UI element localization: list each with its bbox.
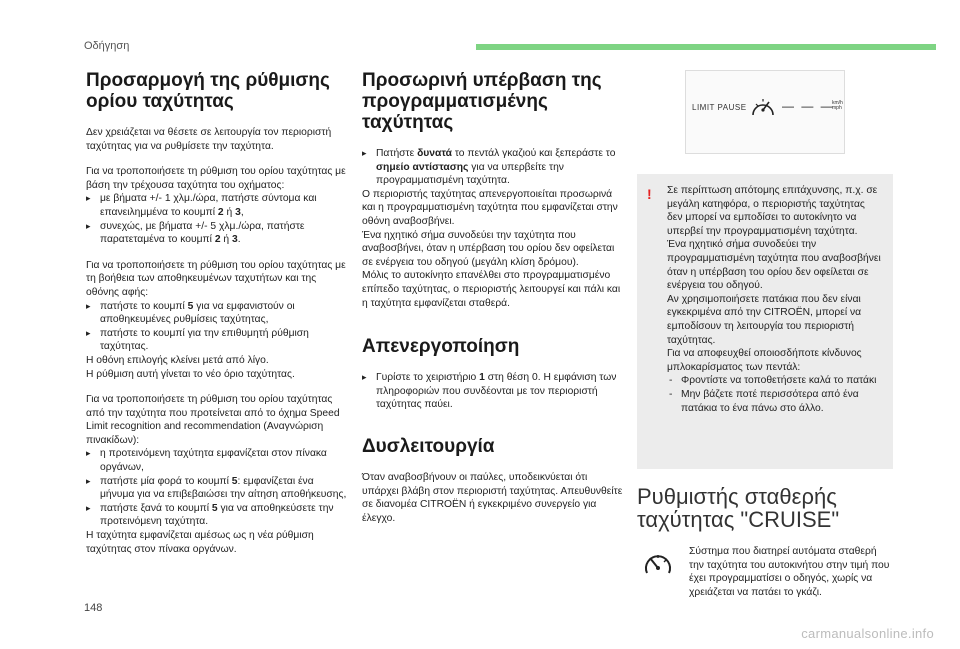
cruise-description: Σύστημα που διατηρεί αυτόματα σταθερή την ταχύτητα του αυτοκινήτου στην τιμή που έχει προγραμματίσει ο οδηγός, χωρίς να χρειάζεται να πατάει το γκάζι. [689,546,890,598]
column-adjust-limit [86,70,350,556]
adjust-limit-title-line2: ορίου ταχύτητας [86,91,234,112]
block1-intro: Για να τροποποιήσετε τη ρύθμιση του ορίου ταχύτητας με βάση την τρέχουσα ταχύτητα του οχήματος: [86,166,346,191]
override-bullet: ▸ Πατήστε δυνατά το πεντάλ γκαζιού και ξεπεράστε το σημείο αντίστασης για να υπερβείτε την προγραμματισμένη ταχύτητα. [362,147,624,188]
override-title [362,70,624,133]
block3-outcome: Η ταχύτητα εμφανίζεται αμέσως ως η νέα ρύθμιση ταχύτητας στον πίνακα οργάνων. [86,530,314,555]
cruise-title-line1: Ρυθμιστής σταθερής [637,484,837,509]
block2-outcome1: Η οθόνη επιλογής κλείνει μετά από λίγο. [86,354,269,366]
adjust-limit-title [86,70,350,112]
column-override [362,70,624,525]
block2-bullet1: ▸ πατήστε το κουμπί 5 για να εμφανιστούν οι αποθηκευμένες ρυθμίσεις ταχύτητας, [86,300,350,327]
speed-limiter-icon [750,95,776,119]
cruise-control-icon [643,551,673,579]
deactivation-bullet: ▸ Γυρίστε το χειριστήριο 1 στη θέση 0. Η εμφάνιση των πληροφοριών που συνδέονται με τον περιοριστή ταχύτητας παύει. [362,371,624,412]
block2-outcome2: Η ρύθμιση αυτή γίνεται το νέο όριο ταχύτητας. [86,368,295,380]
adjust-block-recommended-speed [86,393,350,556]
warning-paragraph4: Για να αποφευχθεί οποιοσδήποτε κίνδυνος μπλοκαρίσματος των πεντάλ: [667,348,862,373]
cruise-section [637,485,893,599]
warning-paragraph2: Ένα ηχητικό σήμα συνοδεύει την προγραμματισμένη ταχύτητα που αναβοσβήνει όταν η υπέρβαση του ορίου δεν οφείλεται σε ενέργεια του οδηγού. [667,239,881,292]
block1-bullet2: ▸ συνεχώς, με βήματα +/- 5 χλμ./ώρα, πατήστε παρατεταμένα το κουμπί 2 ή 3. [86,220,350,247]
override-paragraph3: Ένα ηχητικό σήμα συνοδεύει την ταχύτητα που αναβοσβήνει, όταν η υπέρβαση του ορίου δεν οφείλεται σε ενέργεια του οδηγού (μεγάλη κλίση δρόμου). [362,229,615,268]
override-paragraph2: Ο περιοριστής ταχύτητας απενεργοποιείται προσωρινά και η προγραμματισμένη ταχύτητα που εμφανίζεται στην οθόνη αναβοσβήνει. [362,188,618,227]
limit-pause-label: LIMIT PAUSE [692,103,747,112]
speed-dashes: — — — [782,99,835,113]
speed-unit: km/h mph [832,100,843,111]
adjust-block-current-speed [86,165,350,247]
block3-intro: Για να τροποποιήσετε τη ρύθμιση του ορίου ταχύτητας από την ταχύτητα που προτείνεται από το όχημα Speed Limit recognition and recommendation (Αναγνώριση πινακίδων): [86,394,340,446]
instrument-display-illustration [685,70,845,154]
section-header: Οδήγηση [84,40,130,52]
malfunction-paragraph: Όταν αναβοσβήνουν οι παύλες, υποδεικνύεται ότι υπάρχει βλάβη στον περιοριστή ταχύτητας. Απευθυνθείτε σε διανομέα CITROËN ή εγκεκριμένο συνεργείο για έλεγχο. [362,471,623,524]
cruise-description-row [637,545,893,599]
warning-icon: ! [647,186,652,202]
adjust-limit-intro: Δεν χρειάζεται να θέσετε σε λειτουργία τον περιοριστή ταχύτητας για να ρυθμίσετε την ταχύτητα. [86,127,332,152]
warning-dash1: - Φροντίστε να τοποθετήσετε καλά το πατάκι [667,374,883,388]
block3-bullet1: ▸ η προτεινόμενη ταχύτητα εμφανίζεται στον πίνακα οργάνων, [86,447,350,474]
warning-paragraph1: Σε περίπτωση απότομης επιτάχυνσης, π.χ. σε μεγάλη κατηφόρα, ο περιοριστής ταχύτητας δεν μπορεί να εμποδίσει το αυτοκίνητο να υπερβεί την προγραμματισμένη ταχύτητα. [667,185,878,237]
adjust-limit-title-line1: Προσαρμογή της ρύθμισης [86,70,330,91]
cruise-title [637,485,893,531]
malfunction-title: Δυσλειτουργία [362,435,495,457]
header-rule [476,44,936,50]
column-warning-cruise [637,70,893,599]
block2-intro: Για να τροποποιήσετε τη ρύθμιση του ορίου ταχύτητας με τη βοήθεια των αποθηκευμένων ταχυτήτων και της οθόνης αφής: [86,259,346,298]
watermark: carmanualsonline.info [801,626,934,641]
block2-bullet2: ▸ πατήστε το κουμπί για την επιθυμητή ρύθμιση ταχύτητας. [86,327,350,354]
adjust-block-stored-speeds [86,259,350,381]
deactivation-title: Απενεργοποίηση [362,336,520,358]
override-paragraph4: Μόλις το αυτοκίνητο επανέλθει στο προγραμματισμένο επίπεδο ταχύτητας, ο περιοριστής λειτουργεί και πάλι και η ταχύτητα εμφανίζεται σταθερά. [362,270,621,309]
override-title-line1: Προσωρινή υπέρβαση της [362,70,602,91]
block1-bullet1: ▸ με βήματα +/- 1 χλμ./ώρα, πατήστε σύντομα και επανειλημμένα το κουμπί 2 ή 3, [86,192,350,219]
warning-paragraph3: Αν χρησιμοποιήσετε πατάκια που δεν είναι εγκεκριμένα από την CITROËN, μπορεί να εμποδίσουν τη λειτουργία του περιοριστή ταχύτητας. [667,293,862,346]
warning-dash2: - Μην βάζετε ποτέ περισσότερα από ένα πατάκια το ένα πάνω στο άλλο. [667,388,883,415]
block3-bullet2: ▸ πατήστε μία φορά το κουμπί 5: εμφανίζεται ένα μήνυμα για να επιβεβαιώσει την αίτηση αποθήκευσης, [86,475,350,502]
warning-box [637,174,893,469]
page-number: 148 [84,602,103,614]
cruise-title-line2: ταχύτητας "CRUISE" [637,507,840,532]
override-title-line2: προγραμματισμένης ταχύτητας [362,91,548,133]
block3-bullet3: ▸ πατήστε ξανά το κουμπί 5 για να αποθηκεύσετε την προτεινόμενη ταχύτητα. [86,502,350,529]
